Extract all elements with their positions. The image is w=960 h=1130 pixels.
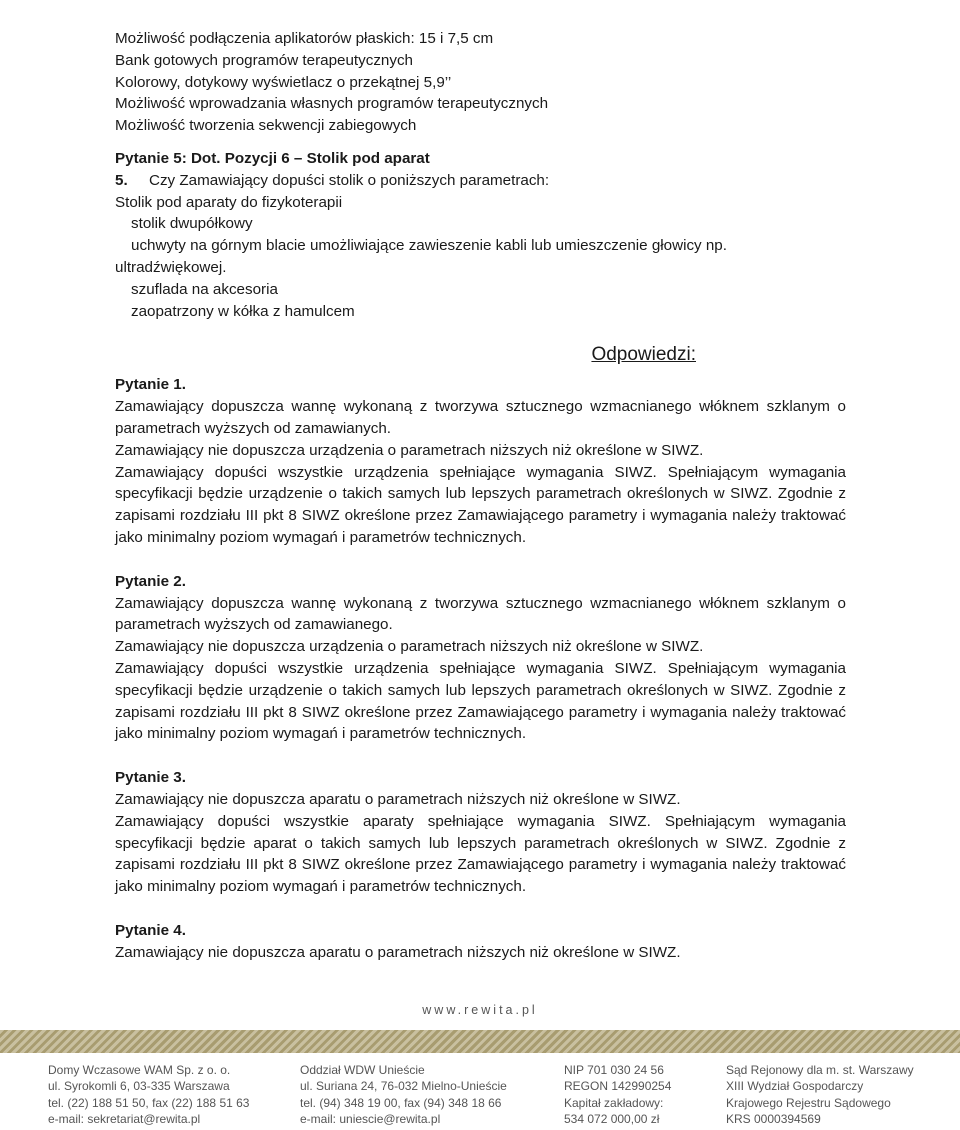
footer-email-link[interactable]: e-mail: sekretariat@rewita.pl <box>48 1112 201 1127</box>
footer-line: KRS 0000394569 <box>726 1112 821 1127</box>
footer-line: Krajowego Rejestru Sądowego <box>726 1095 891 1110</box>
answer-paragraph: Zamawiający dopuszcza wannę wykonaną z tworzywa sztucznego wzmacnianego włóknem szklanym o parametrach wyższych od zamawianego. <box>115 594 846 634</box>
answer-section <box>115 767 846 898</box>
table-item-continued: ultradźwiękowej. <box>115 258 227 276</box>
document-body <box>115 28 846 985</box>
question5-intro: Czy Zamawiający dopuści stolik o poniższych parametrach: <box>149 171 550 189</box>
footer-line: XIII Wydział Gospodarczy <box>726 1079 864 1094</box>
answer-paragraph: Zamawiający nie dopuszcza aparatu o parametrach niższych niż określone w SIWZ. <box>115 790 681 808</box>
answer-section <box>115 374 846 548</box>
footer-column-branch <box>300 1062 507 1128</box>
answer-section <box>115 571 846 745</box>
answer-title: Pytanie 3. <box>115 769 186 787</box>
answer-paragraph: Zamawiający nie dopuszcza urządzenia o parametrach niższych niż określone w SIWZ. <box>115 638 704 656</box>
footer-line: Sąd Rejonowy dla m. st. Warszawy <box>726 1063 914 1077</box>
answers-heading: Odpowiedzi: <box>591 344 696 366</box>
question5-number: 5. <box>115 171 128 189</box>
footer-line: NIP 701 030 24 56 <box>564 1063 664 1077</box>
question5-intro-line <box>115 170 846 192</box>
footer-column-court <box>726 1062 914 1128</box>
answer-paragraph: Zamawiający dopuści wszystkie urządzenia spełniające wymagania SIWZ. Spełniającym wymagania specyfikacji będzie urządzenie o takich samych lub lepszych parametrach określonych w SIWZ. Zgodnie z zapisami rozdziału III pkt 8 SIWZ określone przez Zamawiającego parametry i wymagania należy traktować jako minimalny poziom wymagań i parametrów technicznych. <box>115 659 846 743</box>
spec-line: Bank gotowych programów terapeutycznych <box>115 51 413 69</box>
spec-line: Możliwość podłączenia aplikatorów płaskich: 15 i 7,5 cm <box>115 30 494 47</box>
table-item: uchwyty na górnym blacie umożliwiające zawieszenie kabli lub umieszczenie głowicy np. <box>131 237 727 255</box>
footer-line: ul. Suriana 24, 76-032 Mielno-Unieście <box>300 1079 507 1094</box>
footer-line: REGON 142990254 <box>564 1079 672 1094</box>
spec-list <box>115 28 846 137</box>
answer-paragraph: Zamawiający dopuści wszystkie aparaty spełniające wymagania SIWZ. Spełniającym wymagania specyfikacji będzie aparat o takich samych lub lepszych parametrach określonych w SIWZ. Zgodnie z zapisami rozdziału III pkt 8 SIWZ określone przez Zamawiającego parametry i wymagania należy traktować jako minimalny poziom wymagań i parametrów technicznych. <box>115 812 846 896</box>
answer-title: Pytanie 4. <box>115 921 186 939</box>
spec-line: Możliwość wprowadzania własnych programów terapeutycznych <box>115 95 549 113</box>
table-item: stolik dwupółkowy <box>131 215 253 233</box>
table-item: zaopatrzony w kółka z hamulcem <box>131 302 355 320</box>
footer-column-company <box>48 1062 249 1128</box>
footer-email-link[interactable]: e-mail: uniescie@rewita.pl <box>300 1112 441 1127</box>
table-name: Stolik pod aparaty do fizykoterapii <box>115 193 343 211</box>
footer-line: tel. (22) 188 51 50, fax (22) 188 51 63 <box>48 1095 250 1110</box>
footer-website-link[interactable]: www.rewita.pl <box>422 1003 538 1017</box>
question5-heading: Pytanie 5: Dot. Pozycji 6 – Stolik pod aparat <box>115 149 430 167</box>
answer-title: Pytanie 2. <box>115 572 186 590</box>
footer-line: Oddział WDW Unieście <box>300 1063 425 1077</box>
spec-line: Możliwość tworzenia sekwencji zabiegowych <box>115 117 417 135</box>
answer-section <box>115 920 846 964</box>
table-item: szuflada na akcesoria <box>131 280 278 298</box>
footer-column-registration <box>564 1062 671 1128</box>
footer-line: tel. (94) 348 19 00, fax (94) 348 18 66 <box>300 1095 502 1110</box>
answer-paragraph: Zamawiający dopuszcza wannę wykonaną z tworzywa sztucznego wzmacnianego włóknem szklanym o parametrach wyższych od zamawianych. <box>115 398 846 437</box>
answer-title: Pytanie 1. <box>115 376 186 394</box>
spec-line: Kolorowy, dotykowy wyświetlacz o przekątnej 5,9’’ <box>115 73 452 91</box>
footer-decorative-bar <box>0 1030 960 1053</box>
answer-paragraph: Zamawiający nie dopuszcza urządzenia o parametrach niższych niż określone w SIWZ. <box>115 441 704 459</box>
footer-line: 534 072 000,00 zł <box>564 1112 660 1127</box>
answer-paragraph: Zamawiający nie dopuszcza aparatu o parametrach niższych niż określone w SIWZ. <box>115 943 681 961</box>
answer-paragraph: Zamawiający dopuści wszystkie urządzenia spełniające wymagania SIWZ. Spełniającym wymagania specyfikacji będzie urządzenie o takich samych lub lepszych parametrach określonych w SIWZ. Zgodnie z zapisami rozdziału III pkt 8 SIWZ określone przez Zamawiającego parametry i wymagania należy traktować jako minimalny poziom wymagań i parametrów technicznych. <box>115 463 846 546</box>
footer-line: ul. Syrokomli 6, 03-335 Warszawa <box>48 1079 230 1094</box>
footer-line: Kapitał zakładowy: <box>564 1095 664 1110</box>
footer-line: Domy Wczasowe WAM Sp. z o. o. <box>48 1063 231 1077</box>
